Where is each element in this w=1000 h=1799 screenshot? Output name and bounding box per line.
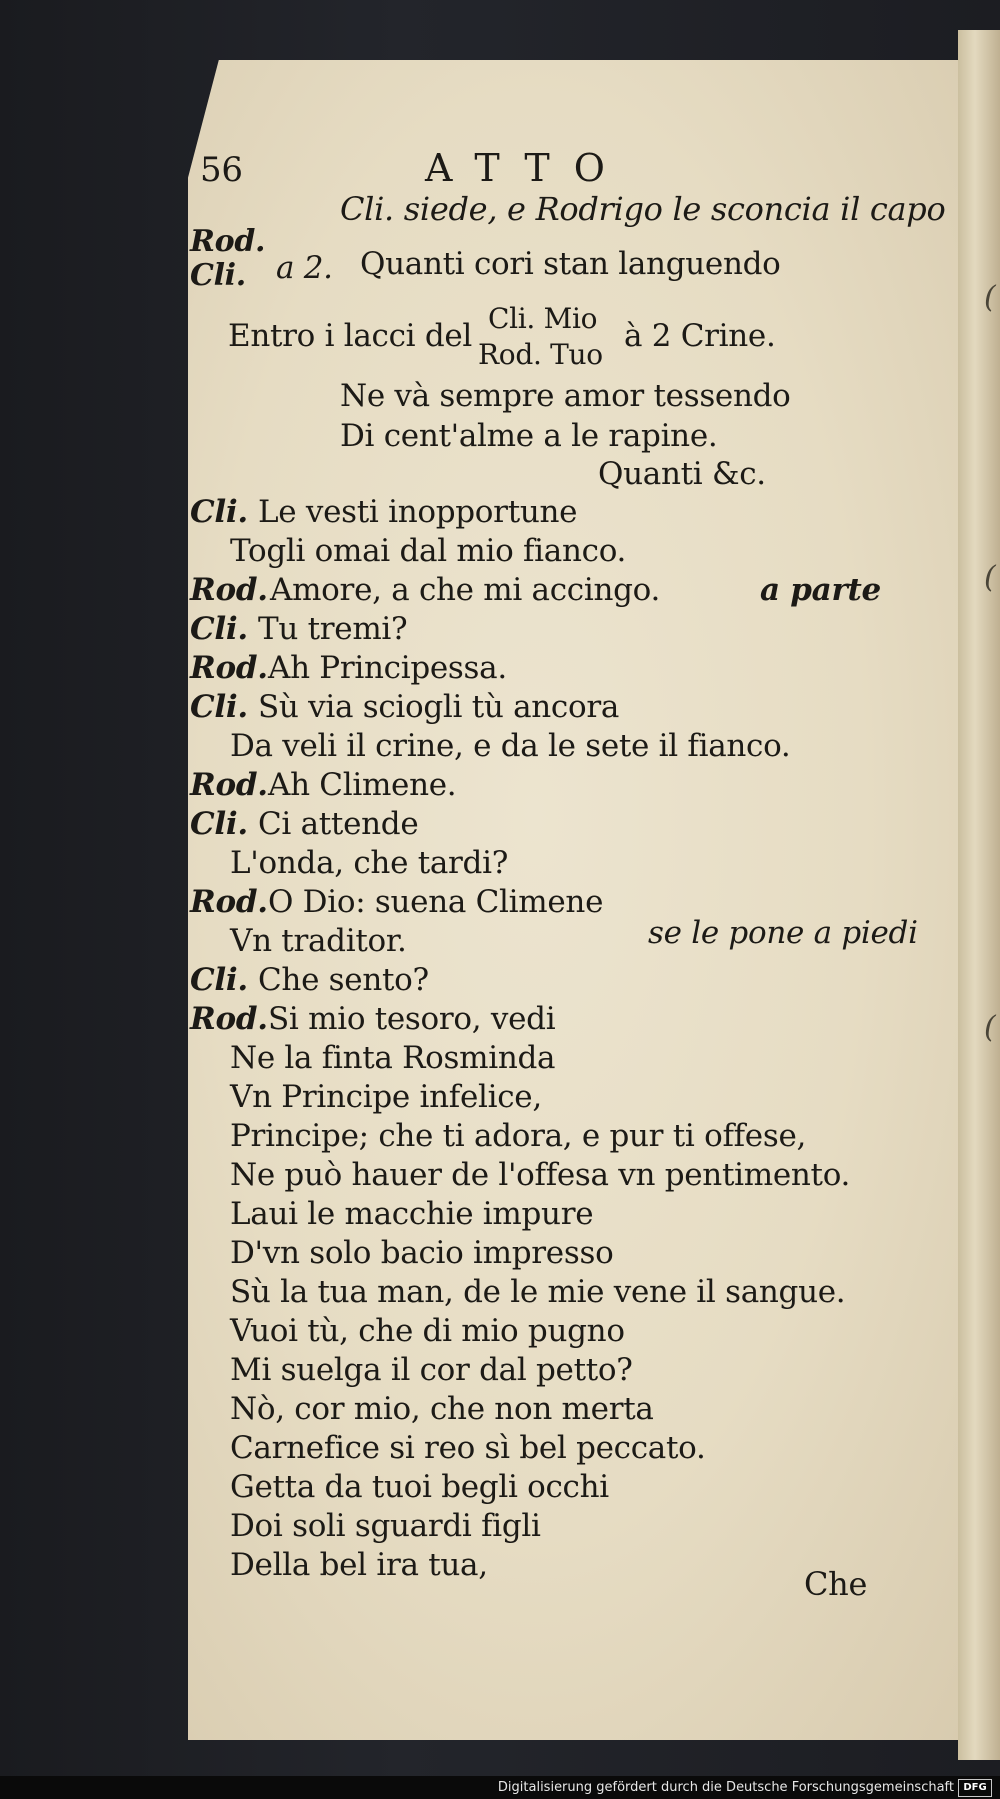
dialogue-line: Da veli il crine, e da le sete il fianco. (230, 728, 791, 764)
edge-mark: ( (984, 560, 996, 595)
dialogue-line: Tu tremi? (258, 611, 408, 647)
speaker-label: Rod. (190, 767, 268, 803)
speaker-label: Cli. (190, 611, 248, 647)
dialogue-line: Vuoi tù, che di mio pugno (230, 1313, 625, 1349)
dialogue-line: Ne può hauer de l'offesa vn pentimento. (230, 1157, 851, 1193)
footer-credit: Digitalisierung gefördert durch die Deutsche Forschungsgemeinschaft (497, 1780, 954, 1795)
verse-line: Ne và sempre amor tessendo (340, 378, 791, 414)
stage-direction: a parte (760, 572, 881, 608)
dialogue-line: Principe; che ti adora, e pur ti offese, (230, 1118, 807, 1154)
dialogue-line: Laui le macchie impure (230, 1196, 594, 1232)
dialogue-line: Amore, a che mi accingo. (270, 572, 661, 608)
catchword: Che (804, 1565, 868, 1603)
speaker-label: Rod. (190, 224, 266, 259)
stage-direction: Cli. siede, e Rodrigo le sconcia il capo (340, 190, 946, 228)
dfg-logo: DFG (958, 1779, 992, 1797)
verse-line: Entro i lacci del (228, 318, 473, 354)
page-title: ATTO (425, 146, 629, 190)
verse-variant: Cli. Mio (488, 302, 598, 335)
dialogue-line: Carnefice si reo sì bel peccato. (230, 1430, 706, 1466)
edge-mark: ( (984, 1010, 996, 1045)
dialogue-line: O Dio: suena Climene (268, 884, 604, 920)
dialogue-line: Della bel ira tua, (230, 1547, 488, 1583)
dialogue-line: Ci attende (258, 806, 419, 842)
dialogue-line: Si mio tesoro, vedi (268, 1001, 556, 1037)
dialogue-line: Togli omai dal mio fianco. (230, 533, 627, 569)
dialogue-line: Getta da tuoi begli occhi (230, 1469, 609, 1505)
speaker-label: Cli. (190, 806, 248, 842)
speaker-label: Cli. (190, 494, 248, 530)
verse-variant: Rod. Tuo (478, 338, 603, 371)
speaker-label: Rod. (190, 1001, 268, 1037)
speaker-label: Cli. (190, 962, 248, 998)
refrain-line: Quanti &c. (598, 456, 766, 492)
dialogue-line: D'vn solo bacio impresso (230, 1235, 614, 1271)
dialogue-line: Doi soli sguardi figli (230, 1508, 541, 1544)
dialogue-line: Ne la finta Rosminda (230, 1040, 556, 1076)
page-number: 56 (200, 150, 243, 190)
dialogue-line: Mi suelga il cor dal petto? (230, 1352, 633, 1388)
verse-line: Quanti cori stan languendo (360, 246, 781, 282)
dialogue-line: Vn Principe infelice, (230, 1079, 542, 1115)
edge-mark: ( (984, 280, 996, 315)
speaker-label: Cli. (190, 258, 246, 293)
stage-direction: se le pone a piedi (648, 915, 918, 951)
speaker-label: Rod. (190, 572, 268, 608)
speaker-label: Rod. (190, 884, 268, 920)
speaker-label: Cli. (190, 689, 248, 725)
duet-marker: a 2. (276, 250, 333, 286)
dialogue-line: L'onda, che tardi? (230, 845, 509, 881)
dialogue-line: Ah Climene. (268, 767, 457, 803)
speaker-label: Rod. (190, 650, 268, 686)
dialogue-line: Sù la tua man, de le mie vene il sangue. (230, 1274, 846, 1310)
dialogue-line: Sù via sciogli tù ancora (258, 689, 620, 725)
dialogue-line: Vn traditor. (230, 923, 407, 959)
dialogue-line: Nò, cor mio, che non merta (230, 1391, 654, 1427)
dialogue-line: Ah Principessa. (268, 650, 507, 686)
dialogue-line: Che sento? (258, 962, 429, 998)
verse-line: à 2 Crine. (624, 318, 776, 354)
footer-bar (0, 1776, 1000, 1799)
verse-line: Di cent'alme a le rapine. (340, 418, 718, 454)
dialogue-line: Le vesti inopportune (258, 494, 578, 530)
